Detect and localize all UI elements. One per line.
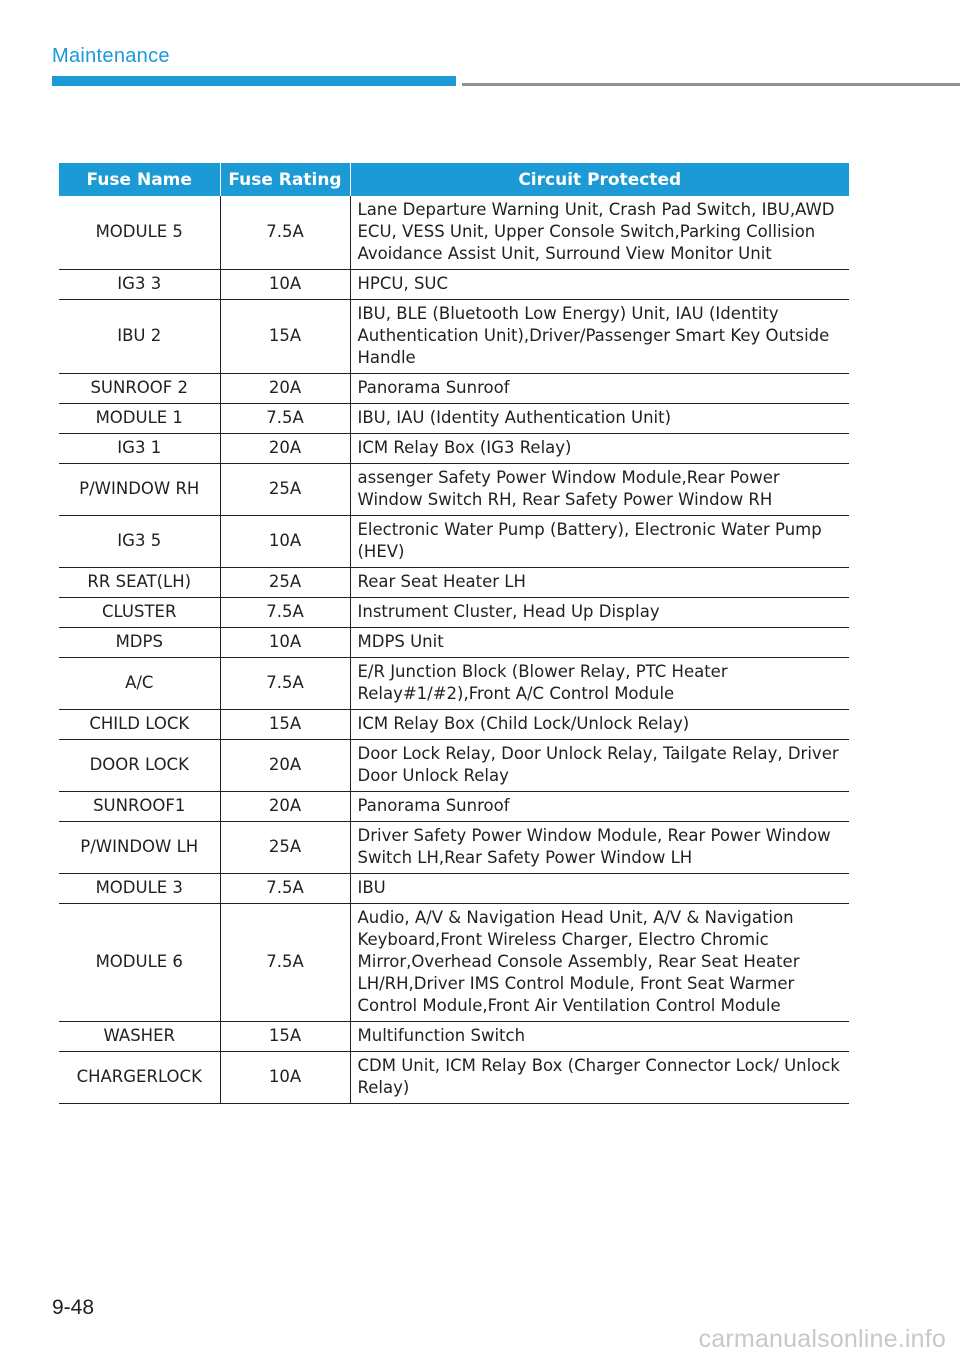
fuse-rating-cell: 10A [220,270,350,300]
circuit-protected-cell: Multifunction Switch [350,1022,849,1052]
fuse-name-cell: P/WINDOW LH [59,822,220,874]
table-row [59,598,849,628]
circuit-protected-cell: E/R Junction Block (Blower Relay, PTC Heater Relay#1/#2),Front A/C Control Module [350,658,849,710]
fuse-name-cell: MODULE 1 [59,404,220,434]
fuse-rating-cell: 25A [220,822,350,874]
circuit-protected-cell: Panorama Sunroof [350,792,849,822]
table-row [59,874,849,904]
fuse-rating-cell: 20A [220,792,350,822]
fuse-rating-cell: 25A [220,464,350,516]
fuse-name-cell: DOOR LOCK [59,740,220,792]
table-row [59,374,849,404]
circuit-protected-cell: Rear Seat Heater LH [350,568,849,598]
fuse-name-cell: IG3 1 [59,434,220,464]
circuit-protected-cell: Instrument Cluster, Head Up Display [350,598,849,628]
fuse-name-cell: IG3 3 [59,270,220,300]
header-row [59,163,849,196]
fuse-name-cell: MODULE 3 [59,874,220,904]
table-row [59,822,849,874]
fuse-rating-cell: 10A [220,628,350,658]
table-row [59,904,849,1022]
fuse-rating-cell: 15A [220,1022,350,1052]
fuse-table [59,163,849,1104]
header-accent-rule [52,76,456,86]
fuse-name-cell: MODULE 6 [59,904,220,1022]
watermark: carmanualsonline.info [698,1325,946,1353]
table-row [59,658,849,710]
fuse-name-cell: P/WINDOW RH [59,464,220,516]
table-row [59,464,849,516]
fuse-rating-cell: 7.5A [220,658,350,710]
circuit-protected-cell: CDM Unit, ICM Relay Box (Charger Connector Lock/ Unlock Relay) [350,1052,849,1104]
fuse-name-cell: CHILD LOCK [59,710,220,740]
circuit-protected-cell: Driver Safety Power Window Module, Rear Power Window Switch LH,Rear Safety Power Window LH [350,822,849,874]
circuit-protected-cell: Panorama Sunroof [350,374,849,404]
fuse-name-cell: MDPS [59,628,220,658]
fuse-name-cell: A/C [59,658,220,710]
fuse-rating-cell: 7.5A [220,196,350,270]
column-header-fuse-rating: Fuse Rating [220,163,350,196]
fuse-name-cell: CHARGERLOCK [59,1052,220,1104]
fuse-rating-cell: 20A [220,434,350,464]
circuit-protected-cell: assenger Safety Power Window Module,Rear Power Window Switch RH, Rear Safety Power Window RH [350,464,849,516]
fuse-rating-cell: 15A [220,710,350,740]
circuit-protected-cell: IBU, IAU (Identity Authentication Unit) [350,404,849,434]
fuse-rating-cell: 7.5A [220,598,350,628]
circuit-protected-cell: IBU, BLE (Bluetooth Low Energy) Unit, IAU (Identity Authentication Unit),Driver/Passenger Smart Key Outside Handle [350,300,849,374]
table-row [59,792,849,822]
fuse-name-cell: IG3 5 [59,516,220,568]
column-header-fuse-name: Fuse Name [59,163,220,196]
fuse-rating-cell: 7.5A [220,874,350,904]
fuse-table-body [59,196,849,1104]
circuit-protected-cell: ICM Relay Box (IG3 Relay) [350,434,849,464]
fuse-name-cell: RR SEAT(LH) [59,568,220,598]
table-row [59,270,849,300]
table-row [59,710,849,740]
fuse-name-cell: IBU 2 [59,300,220,374]
circuit-protected-cell: ICM Relay Box (Child Lock/Unlock Relay) [350,710,849,740]
section-title: Maintenance [52,45,170,67]
fuse-name-cell: SUNROOF 2 [59,374,220,404]
table-row [59,300,849,374]
table-row [59,196,849,270]
fuse-rating-cell: 25A [220,568,350,598]
table-row [59,516,849,568]
table-row [59,628,849,658]
fuse-name-cell: MODULE 5 [59,196,220,270]
circuit-protected-cell: HPCU, SUC [350,270,849,300]
fuse-table-header [59,163,849,196]
table-row [59,568,849,598]
fuse-rating-cell: 10A [220,1052,350,1104]
fuse-name-cell: WASHER [59,1022,220,1052]
fuse-rating-cell: 7.5A [220,904,350,1022]
circuit-protected-cell: IBU [350,874,849,904]
table-row [59,1052,849,1104]
circuit-protected-cell: Electronic Water Pump (Battery), Electronic Water Pump (HEV) [350,516,849,568]
fuse-rating-cell: 20A [220,740,350,792]
fuse-name-cell: CLUSTER [59,598,220,628]
table-row [59,434,849,464]
page-number: 9-48 [52,1296,95,1319]
table-row [59,740,849,792]
fuse-name-cell: SUNROOF1 [59,792,220,822]
fuse-rating-cell: 20A [220,374,350,404]
circuit-protected-cell: Lane Departure Warning Unit, Crash Pad Switch, IBU,AWD ECU, VESS Unit, Upper Console Switch,Parking Collision Avoidance Assist Unit, Surround View Monitor Unit [350,196,849,270]
header-divider-rule [462,83,960,86]
circuit-protected-cell: Door Lock Relay, Door Unlock Relay, Tailgate Relay, Driver Door Unlock Relay [350,740,849,792]
column-header-circuit-protected: Circuit Protected [350,163,849,196]
table-row [59,404,849,434]
fuse-rating-cell: 10A [220,516,350,568]
table-row [59,1022,849,1052]
circuit-protected-cell: Audio, A/V & Navigation Head Unit, A/V & Navigation Keyboard,Front Wireless Charger, Electro Chromic Mirror,Overhead Console Assembly, Rear Seat Heater LH/RH,Driver IMS Control Module, Front Seat Warmer Control Module,Front Air Ventilation Control Module [350,904,849,1022]
fuse-rating-cell: 7.5A [220,404,350,434]
circuit-protected-cell: MDPS Unit [350,628,849,658]
fuse-rating-cell: 15A [220,300,350,374]
